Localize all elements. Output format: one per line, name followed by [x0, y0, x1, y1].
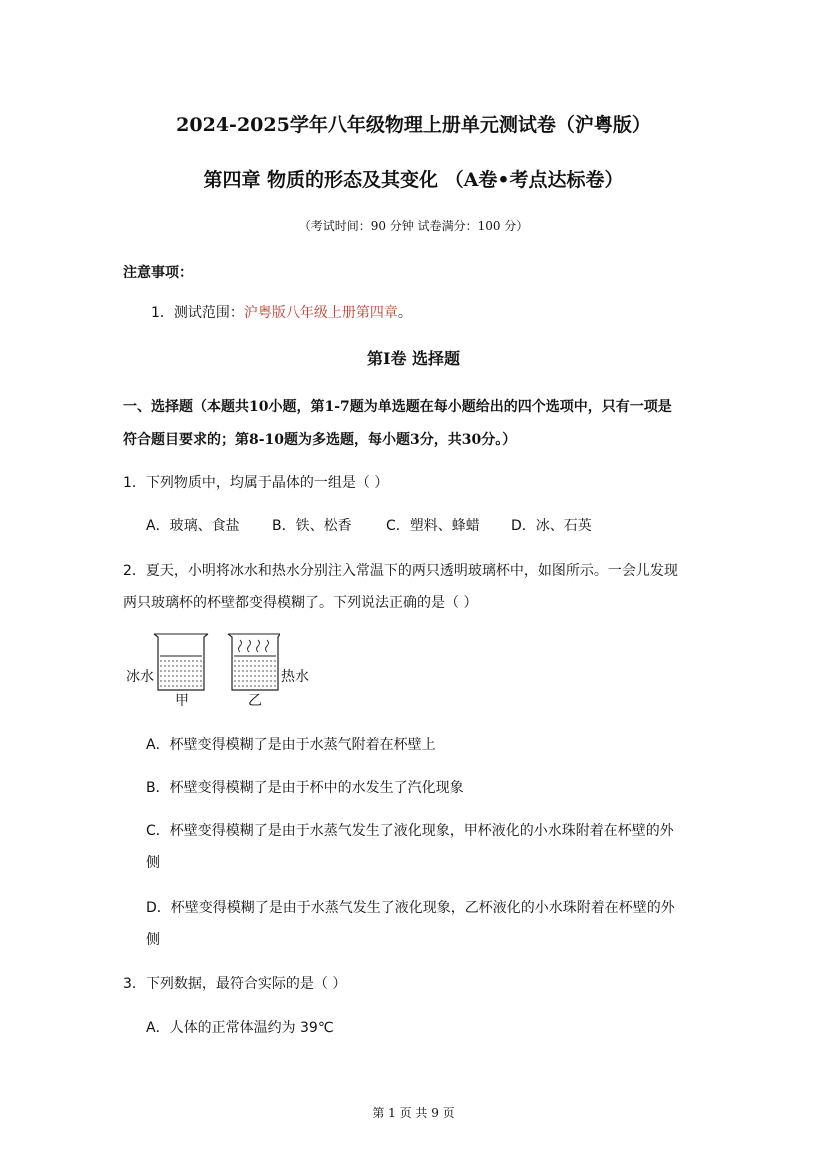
section-title: 第Ⅰ卷 选择题: [366, 349, 461, 368]
notes-heading: 注意事项：: [123, 265, 193, 281]
section-instructions-line2: 符合题目要求的；第8-10题为多选题，每小题3分，共30分。）: [123, 432, 517, 448]
q2-stem-line2: 两只玻璃杯的杯壁都变得模糊了。下列说法正确的是（ ）: [123, 595, 478, 611]
water-pattern: [160, 661, 202, 686]
q2-option-d-line1: D．杯壁变得模糊了是由于水蒸气发生了液化现象，乙杯液化的小水珠附着在杯壁的外: [146, 900, 675, 916]
q1-option-b: B．铁、松香: [272, 518, 352, 534]
q1-option-c: C．塑料、蜂蜡: [386, 518, 480, 534]
q2-option-b: B．杯壁变得模糊了是由于杯中的水发生了汽化现象: [146, 780, 464, 796]
page-footer: 第 1 页 共 9 页: [372, 1106, 455, 1120]
q1-option-a: A．玻璃、食盐: [146, 518, 240, 534]
section-instructions-line1: 一、选择题（本题共10小题，第1-7题为单选题在每小题给出的四个选项中，只有一项是: [123, 399, 672, 415]
figure-label-hot-water: 热水: [281, 669, 309, 685]
document-title: 2024-2025学年八年级物理上册单元测试卷（沪粤版）: [176, 114, 651, 136]
water-pattern: [234, 661, 276, 686]
beakers-figure: [150, 628, 280, 694]
q1-stem: 1．下列物质中，均属于晶体的一组是（ ）: [123, 475, 389, 491]
beaker-hot-water: [228, 634, 280, 690]
figure-caption-jia: 甲: [175, 693, 189, 709]
q2-option-d-line2: 侧: [146, 932, 160, 948]
steam-icon: [239, 640, 269, 652]
notes-item-1-prefix: 1．测试范围：: [151, 305, 244, 321]
q3-option-a: A．人体的正常体温约为 39℃: [146, 1020, 334, 1036]
chapter-subtitle: 第四章 物质的形态及其变化 （A卷•考点达标卷）: [203, 169, 624, 191]
q2-option-a: A．杯壁变得模糊了是由于水蒸气附着在杯壁上: [146, 737, 436, 753]
notes-item-1: [151, 302, 412, 322]
notes-item-1-scope: 沪粤版八年级上册第四章: [243, 305, 398, 321]
q3-stem: 3．下列数据，最符合实际的是（ ）: [123, 976, 347, 992]
exam-info: （考试时间：90 分钟 试卷满分：100 分）: [298, 219, 529, 233]
q2-option-c-line1: C．杯壁变得模糊了是由于水蒸气发生了液化现象，甲杯液化的小水珠附着在杯壁的外: [146, 823, 674, 839]
notes-item-1-suffix: 。: [397, 305, 412, 321]
beaker-ice-water: [154, 634, 208, 690]
q2-option-c-line2: 侧: [146, 855, 160, 871]
q1-option-d: D．冰、石英: [511, 518, 592, 534]
figure-caption-yi: 乙: [248, 693, 262, 709]
figure-label-ice-water: 冰水: [126, 669, 154, 685]
q2-stem-line1: 2．夏天，小明将冰水和热水分别注入常温下的两只透明玻璃杯中，如图所示。一会儿发现: [123, 563, 678, 579]
